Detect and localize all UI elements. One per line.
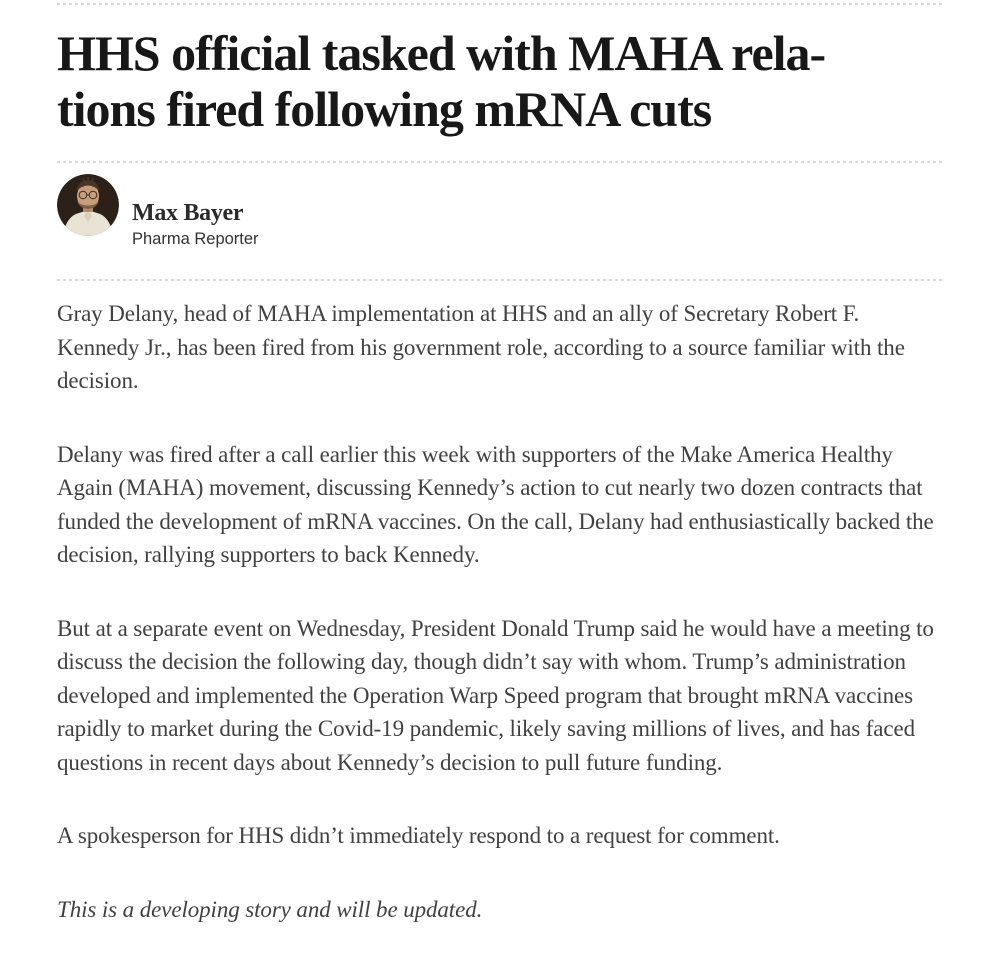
author-role: Pharma Reporter [132, 230, 259, 248]
author-name[interactable]: Max Bayer [132, 200, 244, 226]
article-body [57, 281, 943, 926]
byline [57, 174, 943, 249]
top-divider [57, 3, 943, 5]
editor-note: This is a developing story and will be updated. [57, 896, 483, 922]
author-avatar[interactable] [57, 174, 119, 236]
byline-top-divider [57, 161, 943, 163]
author-photo [57, 174, 119, 236]
paragraph-3: But at a separate event on Wednesday, President Donald Trump said he would have a meeting to discuss the decision the following day, though didn’t say with whom. Trump’s administration developed and implemented the Operation Warp Speed program that brought mRNA vaccines rapidly to market during the Covid-19 pandemic, likely saving millions of lives, and has faced questions in recent days about Kennedy’s decision to pull future funding. [57, 615, 934, 775]
paragraph-1: Gray Delany, head of MAHA implementation at HHS and an ally of Secretary Robert F. Kennedy Jr., has been fired from his government role, according to a source familiar with the decision. [57, 301, 905, 393]
paragraph-2: Delany was fired after a call earlier this week with supporters of the Make America Healthy Again (MAHA) movement, discussing Kennedy’s action to cut nearly two dozen contracts that funded the development of mRNA vaccines. On the call, Delany had enthusiastically backed the decision, rallying supporters to back Kennedy. [57, 441, 934, 567]
headline-line-2: tions fired following mRNA cuts [57, 81, 712, 137]
headline [57, 25, 943, 137]
paragraph-4: A spokesperson for HHS didn’t immediately respond to a request for comment. [57, 823, 780, 848]
byline-text [132, 200, 259, 249]
headline-line-1: HHS official tasked with MAHA rela- [57, 25, 826, 81]
